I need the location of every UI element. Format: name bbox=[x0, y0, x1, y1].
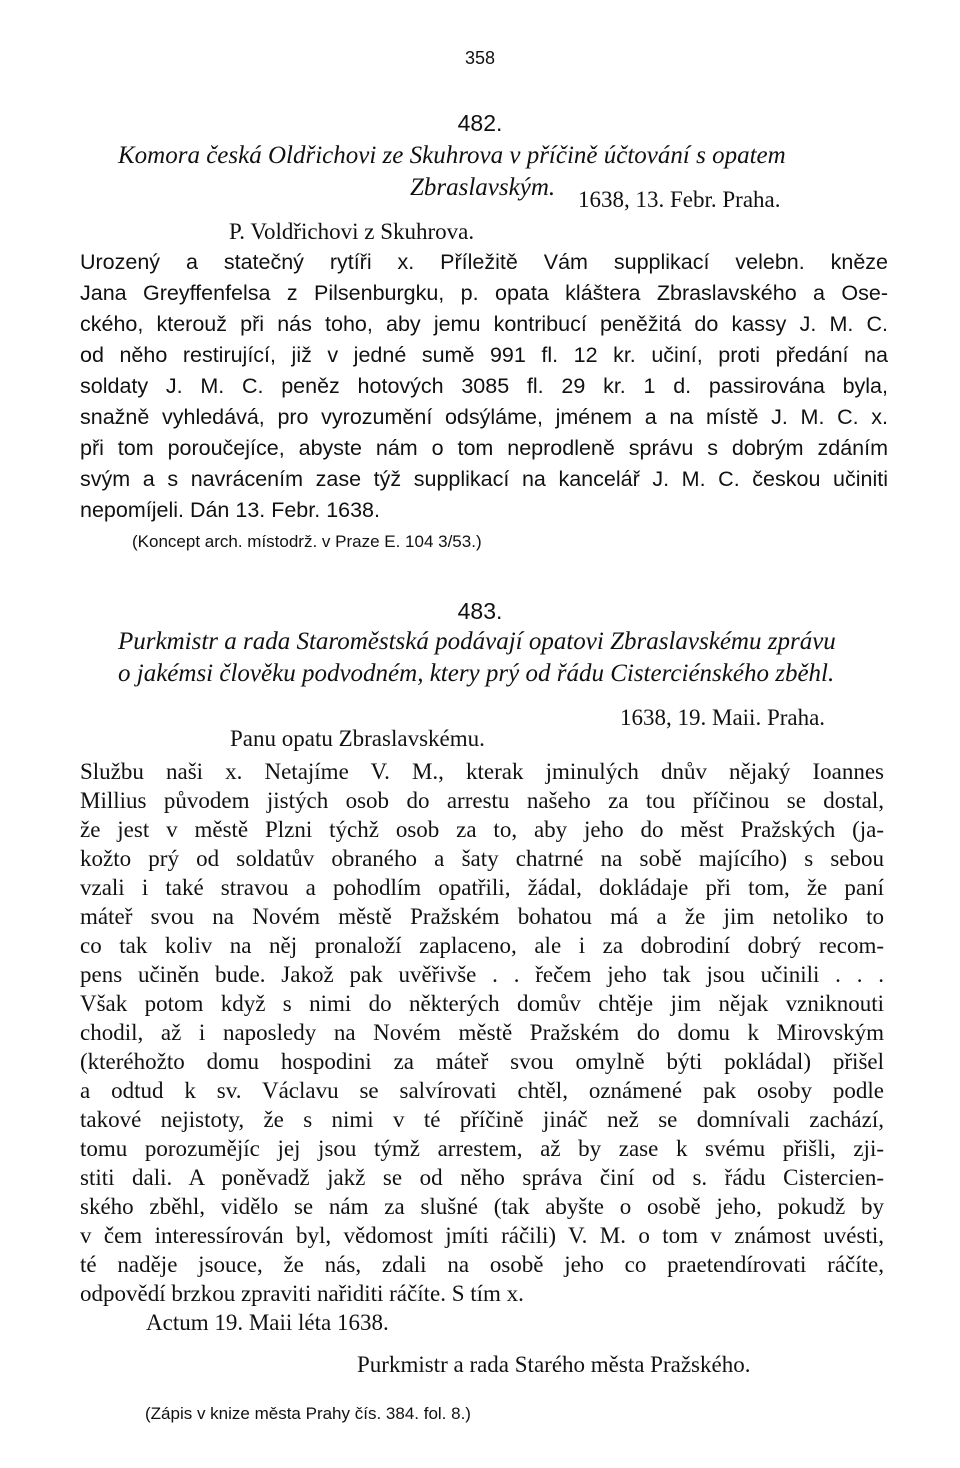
body-line: Službu naši x. Netajíme V. M., kterak jminulých dnův nějaký Ioannes bbox=[80, 759, 884, 784]
body-line: Millius původem jistých osob do arrestu našeho za tou příčinou se dostal, bbox=[80, 788, 884, 813]
document-number: 483. bbox=[457, 598, 503, 624]
body-line: a odtud k sv. Václavu se salvírovati chtěl, oznámené pak osoby podle bbox=[80, 1078, 884, 1103]
body-line: Urozený a statečný rytíři x. Příležitě Vám supplikací velebn. kněze bbox=[80, 250, 888, 274]
body-line: v čem interessírován byl, vědomost jmíti ráčili) V. M. o tom v známost uvésti, bbox=[80, 1223, 884, 1248]
document-title-line-2: o jakémsi člověku podvodném, ktery prý od řádu Cisterciénského zběhl. bbox=[118, 660, 835, 687]
body-line: svým a s navrácením zase týž supplikací na kancelář J. M. C. českou učiniti bbox=[80, 467, 888, 491]
body-line: snažně vyhledává, pro vyrozumění odsýláme, jménem a na místě J. M. C. x. bbox=[80, 405, 888, 429]
page-number: 358 bbox=[464, 48, 496, 68]
body-line: tomu porozumějíc jej jsou týmž arrestem, až by zase k svému přišli, zji- bbox=[80, 1136, 884, 1161]
body-line: ckého, kterouž při nás toho, aby jemu kontribucí peněžitá do kassy J. M. C. bbox=[80, 312, 888, 336]
body-line: soldaty J. M. C. peněz hotových 3085 fl. 29 kr. 1 d. passirována byla, bbox=[80, 374, 888, 398]
body-line: pens učiněn bude. Jakož pak uvěřivše . . řečem jeho tak jsou učinili . . . bbox=[80, 962, 884, 987]
body-line: stiti dali. A poněvadž jakž se od něho správa činí od s. řádu Cistercien- bbox=[80, 1165, 884, 1190]
body-line: při tom poroučejíce, abyste nám o tom neprodleně správu s dobrým zdáním bbox=[80, 436, 888, 460]
body-line: vzali i také stravou a pohodlím opatřili, žádal, dokládaje při tom, že paní bbox=[80, 875, 884, 900]
body-line: máteř svou na Novém městě Pražském bohatou má a že jim netoliko to bbox=[80, 904, 884, 929]
body-line: té naděje jsouce, že nás, zdali na osobě jeho co praetendírovati ráčíte, bbox=[80, 1252, 884, 1277]
document-number: 482. bbox=[457, 110, 503, 136]
document-source: (Koncept arch. místodrž. v Praze E. 104 3/53.) bbox=[132, 532, 482, 551]
body-line: kožto prý od soldatův obraného a šaty chatrné na sobě majícího) s sebou bbox=[80, 846, 884, 871]
document-title-line-1: Purkmistr a rada Staroměstská podávají opatovi Zbraslavskému zprávu bbox=[118, 628, 836, 655]
document-date: 1638, 13. Febr. Praha. bbox=[578, 187, 781, 212]
document-addressee: Panu opatu Zbraslavskému. bbox=[230, 726, 485, 751]
body-line: (kteréhožto domu hospodini za máteř svou omylně býti pokládal) přišel bbox=[80, 1049, 884, 1074]
body-line: ského zběhl, vidělo se nám za slušné (tak abyšte o osobě jeho, pokudž by bbox=[80, 1194, 884, 1219]
document-title-line-2: Zbraslavským. bbox=[410, 174, 556, 201]
body-line: od něho restirující, již v jedné sumě 991 fl. 12 kr. učiní, proti předání na bbox=[80, 343, 888, 367]
body-line: odpovědí brzkou zpraviti nařiditi ráčíte. S tím x. bbox=[80, 1281, 524, 1306]
body-line: chodil, až i naposledy na Novém městě Pražském do domu k Mirovským bbox=[80, 1020, 884, 1045]
body-line: Však potom když s nimi do některých domův chtěje jim nějak vzniknouti bbox=[80, 991, 884, 1016]
body-line: nepomíjeli. Dán 13. Febr. 1638. bbox=[80, 498, 380, 522]
document-date: 1638, 19. Maii. Praha. bbox=[620, 705, 826, 730]
body-line: co tak koliv na něj pronaloží zaplaceno, ale i za dobrodiní dobrý recom- bbox=[80, 933, 884, 958]
actum-line: Actum 19. Maii léta 1638. bbox=[146, 1310, 389, 1335]
body-line: takové nejistoty, že s nimi v té příčině jináč než se domnívali zachází, bbox=[80, 1107, 884, 1132]
signature-line: Purkmistr a rada Starého města Pražského. bbox=[357, 1352, 751, 1377]
body-line: že jest v městě Plzni týchž osob za to, aby jeho do měst Pražských (ja- bbox=[80, 817, 884, 842]
document-source: (Zápis v knize města Prahy čís. 384. fol. 8.) bbox=[145, 1404, 471, 1423]
body-line: Jana Greyffenfelsa z Pilsenburgku, p. opata kláštera Zbraslavského a Ose- bbox=[80, 281, 888, 305]
document-title-line-1: Komora česká Oldřichovi ze Skuhrova v příčině účtování s opatem bbox=[118, 142, 786, 169]
document-addressee: P. Voldřichovi z Skuhrova. bbox=[229, 219, 475, 244]
